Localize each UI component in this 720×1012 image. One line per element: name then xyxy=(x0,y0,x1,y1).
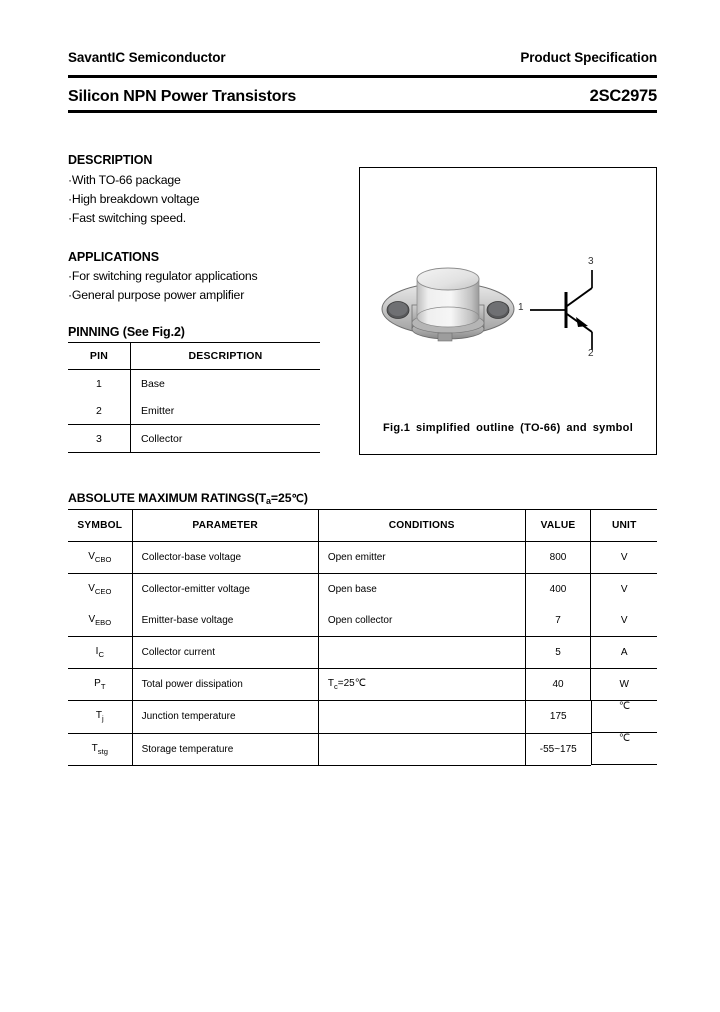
page-title: Silicon NPN Power Transistors xyxy=(68,88,297,105)
symbol-base: P xyxy=(94,678,101,689)
column-header-pin: PIN xyxy=(68,343,130,370)
pin-description: Collector xyxy=(130,425,320,453)
symbol-subscript: CEO xyxy=(94,587,112,596)
table-row xyxy=(68,425,320,453)
rating-parameter: Emitter-base voltage xyxy=(132,605,318,637)
column-header-symbol: SYMBOL xyxy=(68,510,132,542)
symbol-pin-label-base: 1 xyxy=(518,302,524,313)
symbol-base: V xyxy=(88,614,96,625)
rating-unit: ℃ xyxy=(591,733,657,765)
rating-value: 400 xyxy=(525,574,591,606)
header-top-row xyxy=(68,50,657,65)
rating-conditions xyxy=(318,637,525,669)
header-rule-top xyxy=(68,75,657,78)
symbol-base: T xyxy=(91,742,98,754)
rating-symbol xyxy=(68,574,132,606)
pin-number: 1 xyxy=(96,377,102,390)
header-rule-bottom xyxy=(68,110,657,113)
symbol-base: V xyxy=(88,551,95,562)
rating-symbol xyxy=(68,701,132,734)
table-row xyxy=(68,397,320,425)
rating-value: 7 xyxy=(525,605,591,637)
rating-conditions xyxy=(318,733,525,765)
table-row xyxy=(68,370,320,398)
description-item: ·High breakdown voltage xyxy=(68,192,200,206)
ratings-heading xyxy=(68,491,308,505)
part-number: 2SC2975 xyxy=(589,87,657,105)
table-row xyxy=(68,733,657,765)
npn-symbol xyxy=(520,256,640,364)
rating-conditions xyxy=(318,701,525,734)
conditions-subscript: c xyxy=(333,682,338,691)
to66-package-image xyxy=(378,253,518,357)
rating-conditions: Open collector xyxy=(318,605,525,637)
company-name: SavantIC Semiconductor xyxy=(68,50,226,65)
table-header-row xyxy=(68,343,320,370)
symbol-base: T xyxy=(95,710,103,722)
rating-parameter: Junction temperature xyxy=(132,701,318,734)
rating-parameter: Total power dissipation xyxy=(132,669,318,701)
column-header-parameter: PARAMETER xyxy=(132,510,318,542)
rating-value: 175 xyxy=(525,701,591,734)
rating-symbol xyxy=(68,733,132,765)
table-row xyxy=(68,574,657,606)
symbol-subscript: stg xyxy=(97,746,108,756)
symbol-base: V xyxy=(88,583,95,594)
symbol-subscript: EBO xyxy=(95,618,112,627)
rating-parameter: Collector current xyxy=(132,637,318,669)
table-row xyxy=(68,637,657,669)
rating-parameter: Collector-emitter voltage xyxy=(132,574,318,606)
applications-item: ·General purpose power amplifier xyxy=(68,288,245,302)
rating-parameter: Collector-base voltage xyxy=(132,542,318,574)
ratings-heading-subscript: a xyxy=(266,496,271,506)
rating-value: 800 xyxy=(525,542,591,574)
column-header-conditions: CONDITIONS xyxy=(318,510,525,542)
symbol-subscript: T xyxy=(100,682,106,691)
description-item: ·With TO-66 package xyxy=(68,173,181,187)
rating-unit: ℃ xyxy=(591,701,657,733)
pin-number: 3 xyxy=(68,425,130,453)
rating-conditions: Open base xyxy=(318,574,525,606)
symbol-pin-label-emitter: 2 xyxy=(588,348,594,359)
rating-unit: V xyxy=(591,542,657,574)
rating-symbol xyxy=(68,669,132,701)
symbol-pin-label-collector: 3 xyxy=(588,256,594,267)
symbol-subscript: CBO xyxy=(94,555,112,564)
symbol-subscript: j xyxy=(102,714,104,724)
description-item: ·Fast switching speed. xyxy=(68,211,186,225)
pinning-heading: PINNING (See Fig.2) xyxy=(68,325,185,339)
description-heading: DESCRIPTION xyxy=(68,153,153,167)
ratings-heading-mid: =25 xyxy=(270,491,292,505)
rating-symbol xyxy=(68,605,132,637)
rating-value: -55~175 xyxy=(525,733,591,765)
rating-parameter: Storage temperature xyxy=(132,733,318,765)
rating-symbol xyxy=(68,637,132,669)
pinning-table xyxy=(68,342,320,453)
table-row xyxy=(68,542,657,574)
ratings-heading-suffix: ) xyxy=(303,491,308,505)
document-type: Product Specification xyxy=(520,50,657,65)
rating-symbol xyxy=(68,542,132,574)
pin-number: 2 xyxy=(68,397,130,425)
degree-celsius-icon: ℃ xyxy=(291,493,304,505)
table-header-row xyxy=(68,510,657,542)
symbol-subscript: C xyxy=(98,650,104,659)
rating-unit: V xyxy=(591,574,657,606)
column-header-unit: UNIT xyxy=(591,510,657,542)
header-title-row xyxy=(68,87,657,106)
symbol-base: I xyxy=(95,646,99,657)
pin-description: Base xyxy=(130,370,320,398)
rating-unit: V xyxy=(591,605,657,637)
npn-symbol-graphic xyxy=(520,256,640,364)
figure-1-box xyxy=(359,167,657,455)
rating-unit: A xyxy=(591,637,657,669)
rating-value: 5 xyxy=(525,637,591,669)
column-header-value: VALUE xyxy=(525,510,591,542)
conditions-rest: =25℃ xyxy=(337,678,366,689)
pin-description: Emitter xyxy=(130,397,320,425)
table-row xyxy=(68,669,657,701)
conditions-base: T xyxy=(327,678,334,689)
table-row xyxy=(68,605,657,637)
rating-unit: W xyxy=(591,669,657,701)
absolute-maximum-ratings-table xyxy=(68,509,657,766)
applications-heading: APPLICATIONS xyxy=(68,250,159,264)
table-row xyxy=(68,701,657,734)
figure-caption: Fig.1 simplified outline (TO-66) and symbol xyxy=(382,422,634,434)
rating-conditions xyxy=(318,669,525,701)
ratings-heading-prefix: ABSOLUTE MAXIMUM RATINGS(T xyxy=(68,491,267,505)
rating-value: 40 xyxy=(525,669,591,701)
applications-item: ·For switching regulator applications xyxy=(68,269,258,283)
rating-conditions: Open emitter xyxy=(318,542,525,574)
column-header-description: DESCRIPTION xyxy=(130,343,320,370)
